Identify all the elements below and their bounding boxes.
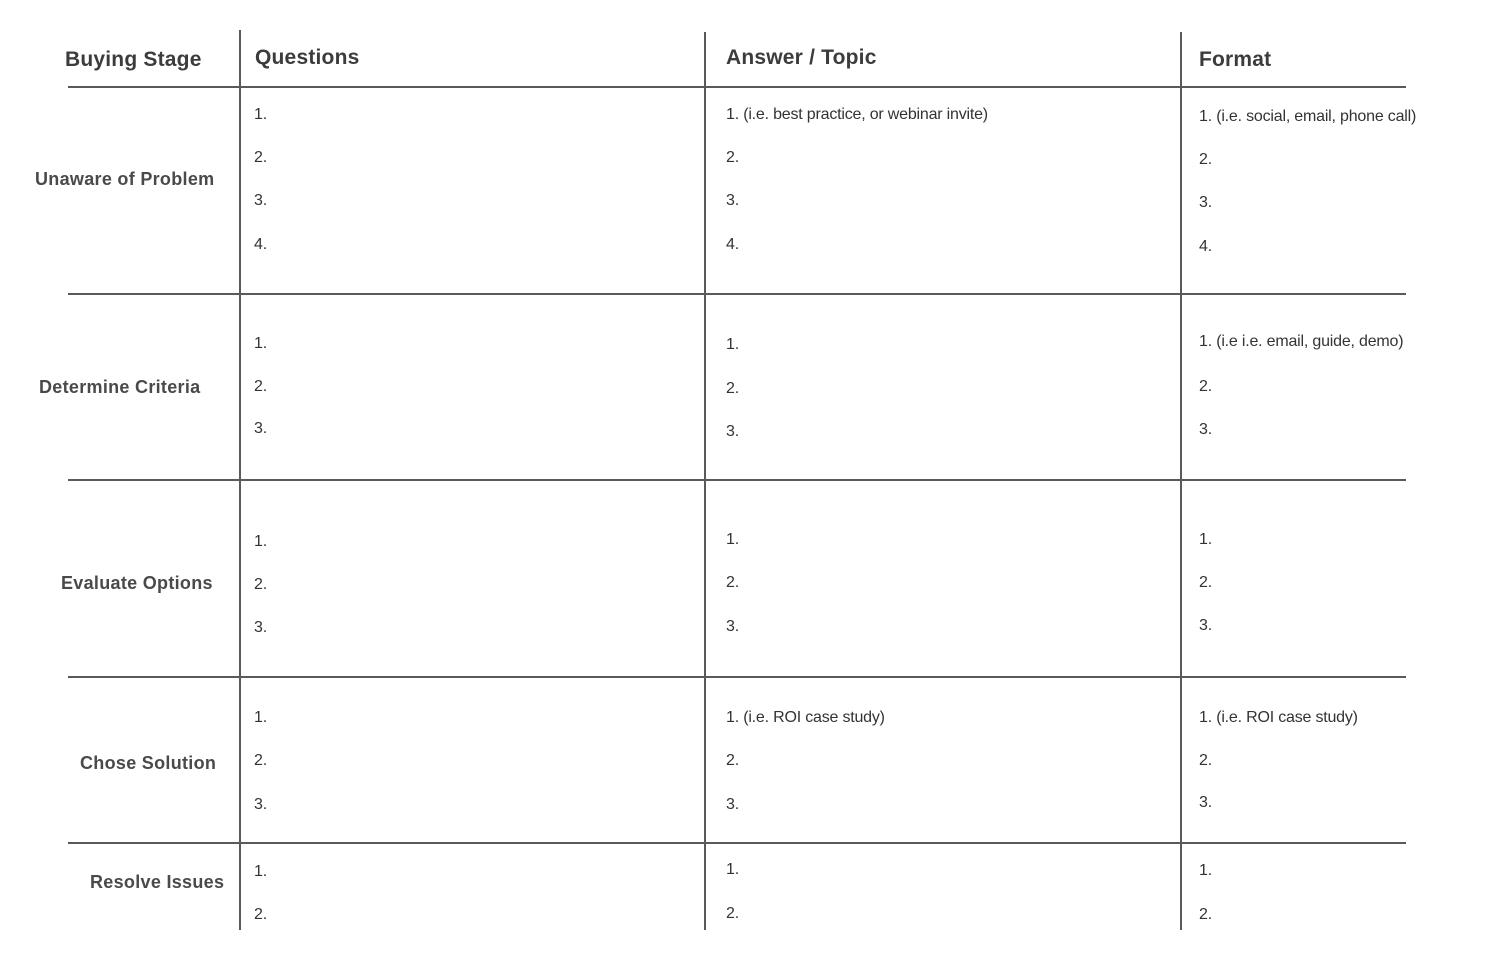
format-item: 3. <box>1199 794 1212 811</box>
format-item: 1. (i.e. ROI case study) <box>1199 709 1358 726</box>
answer-item: 2. <box>726 752 739 769</box>
question-item: 3. <box>254 420 267 437</box>
answer-item: 3. <box>726 796 739 813</box>
answer-item: 3. <box>726 192 739 209</box>
answer-item: 2. <box>726 905 739 922</box>
question-item: 1. <box>254 863 267 880</box>
column-divider <box>1180 32 1182 930</box>
header-buying-stage: Buying Stage <box>65 48 202 71</box>
question-item: 3. <box>254 796 267 813</box>
question-item: 4. <box>254 236 267 253</box>
row-divider <box>68 293 1406 295</box>
column-divider <box>239 30 241 930</box>
question-item: 2. <box>254 906 267 923</box>
answer-item: 1. <box>726 531 739 548</box>
stage-label-unaware: Unaware of Problem <box>35 169 215 189</box>
answer-item: 3. <box>726 423 739 440</box>
answer-item: 3. <box>726 618 739 635</box>
stage-label-evaluate: Evaluate Options <box>61 573 213 593</box>
row-divider <box>68 842 1406 844</box>
row-divider <box>68 86 1406 88</box>
header-format: Format <box>1199 48 1272 71</box>
answer-item: 1. <box>726 861 739 878</box>
format-item: 2. <box>1199 906 1212 923</box>
column-divider <box>704 32 706 930</box>
row-divider <box>68 479 1406 481</box>
question-item: 2. <box>254 576 267 593</box>
question-item: 2. <box>254 752 267 769</box>
format-item: 1. (i.e. social, email, phone call) <box>1199 108 1417 125</box>
stage-label-chose: Chose Solution <box>80 753 217 773</box>
answer-item: 2. <box>726 574 739 591</box>
format-item: 1. <box>1199 862 1212 879</box>
answer-item: 4. <box>726 236 739 253</box>
question-item: 2. <box>254 149 267 166</box>
format-item: 1. <box>1199 531 1212 548</box>
question-item: 3. <box>254 619 267 636</box>
question-item: 1. <box>254 709 267 726</box>
format-item: 1. (i.e i.e. email, guide, demo) <box>1199 333 1404 350</box>
stage-label-determine: Determine Criteria <box>39 377 201 397</box>
answer-item: 1. (i.e. ROI case study) <box>726 709 885 726</box>
row-divider <box>68 676 1406 678</box>
format-item: 2. <box>1199 574 1212 591</box>
question-item: 1. <box>254 335 267 352</box>
format-item: 3. <box>1199 617 1212 634</box>
question-item: 1. <box>254 106 267 123</box>
question-item: 1. <box>254 533 267 550</box>
answer-item: 2. <box>726 380 739 397</box>
format-item: 4. <box>1199 238 1212 255</box>
answer-item: 2. <box>726 149 739 166</box>
format-item: 3. <box>1199 421 1212 438</box>
format-item: 2. <box>1199 752 1212 769</box>
format-item: 2. <box>1199 151 1212 168</box>
question-item: 3. <box>254 192 267 209</box>
header-questions: Questions <box>255 46 360 69</box>
format-item: 2. <box>1199 378 1212 395</box>
answer-item: 1. (i.e. best practice, or webinar invite) <box>726 106 988 123</box>
answer-item: 1. <box>726 336 739 353</box>
stage-label-resolve: Resolve Issues <box>90 872 225 892</box>
question-item: 2. <box>254 378 267 395</box>
format-item: 3. <box>1199 194 1212 211</box>
header-answer-topic: Answer / Topic <box>726 46 877 69</box>
